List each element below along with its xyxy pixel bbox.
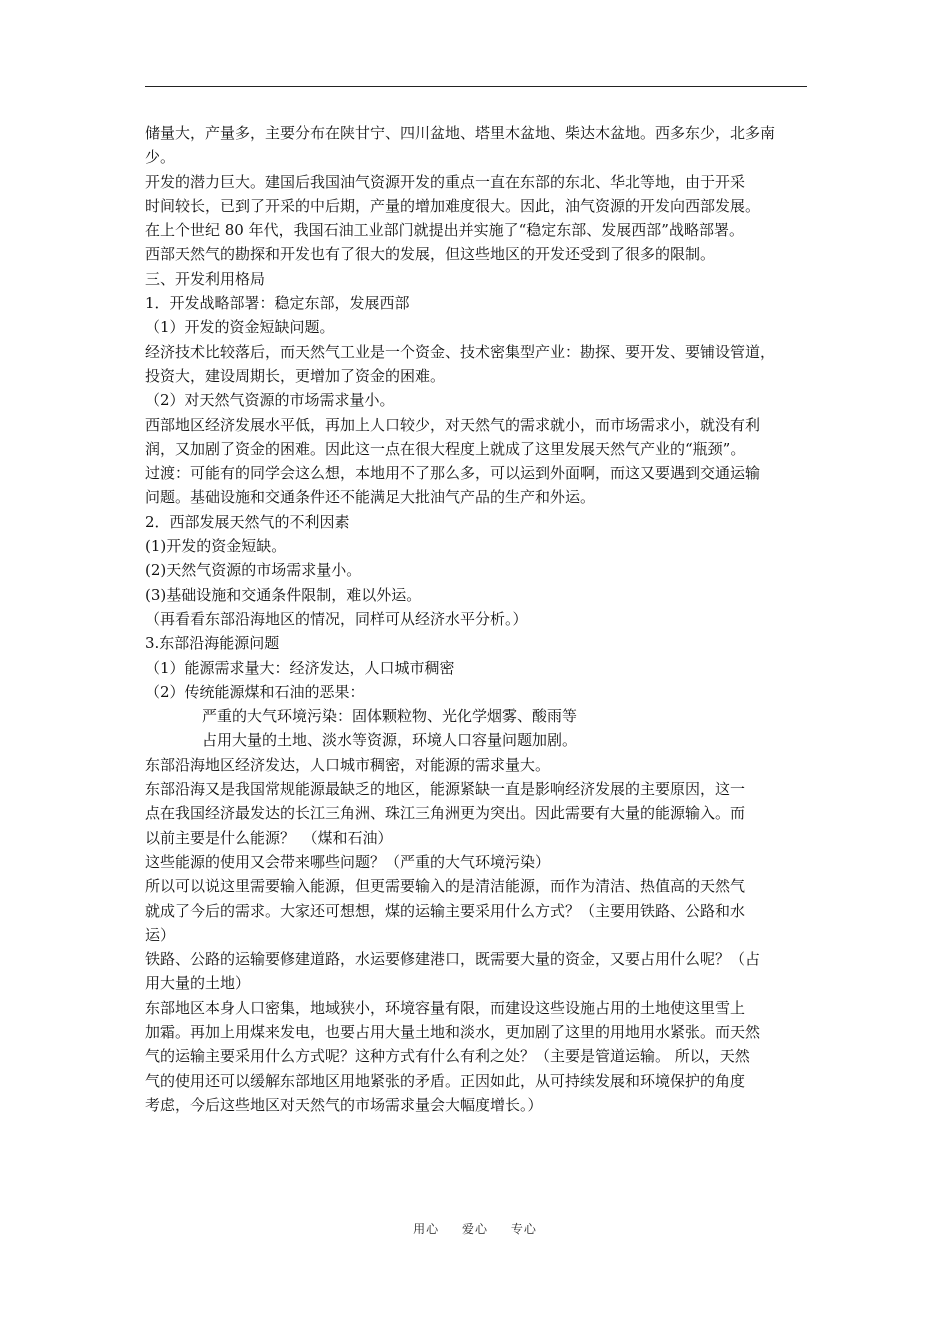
indented-item: 严重的大气环境污染：固体颗粒物、光化学烟雾、酸雨等 (202, 707, 578, 726)
text-line: 西部地区经济发展水平低，再加上人口较少，对天然气的需求就小，而市场需求小，就没有利 (145, 415, 761, 434)
text-line: 储量大，产量多，主要分布在陕甘宁、四川盆地、塔里木盆地、柴达木盆地。西多东少，北多南 (145, 124, 776, 142)
list-item: （1）能源需求量大：经济发达，人口城市稠密 (145, 658, 455, 677)
list-item: （1）开发的资金短缺问题。 (145, 318, 335, 337)
text-line: 少。 (145, 148, 176, 167)
text-line: 东部沿海地区经济发达，人口城市稠密，对能源的需求量大。 (145, 755, 551, 774)
section-heading: 三、开发利用格局 (145, 269, 266, 288)
text-line: 西部天然气的勘探和开发也有了很大的发展，但这些地区的开发还受到了很多的限制。 (145, 245, 716, 264)
subsection-heading: 3.东部沿海能源问题 (145, 634, 280, 653)
footer-word: 爱心 (461, 1222, 488, 1236)
text-line: 加霜。再加上用煤来发电，也要占用大量土地和淡水，更加剧了这里的用地用水紧张。而天然 (145, 1022, 761, 1041)
subsection-heading: 2．西部发展天然气的不利因素 (145, 512, 350, 531)
subsection-heading: 1．开发战略部署：稳定东部，发展西部 (145, 294, 410, 313)
indented-item: 占用大量的土地、淡水等资源，环境人口容量问题加剧。 (202, 731, 578, 750)
text-line: 润，又加剧了资金的困难。因此这一点在很大程度上就成了这里发展天然气产业的“瓶颈”。 (145, 439, 746, 458)
document-body (145, 121, 813, 1117)
text-line: 在上个世纪 80 年代，我国石油工业部门就提出并实施了“稳定东部、发展西部”战略部署。 (145, 221, 744, 240)
list-item: (3)基础设施和交通条件限制，难以外运。 (145, 585, 422, 604)
list-item: （2）传统能源煤和石油的恶果： (145, 682, 365, 701)
text-line: （再看看东部沿海地区的情况，同样可从经济水平分析。） (145, 609, 528, 628)
text-line: 过渡：可能有的同学会这么想，本地用不了那么多，可以运到外面啊，而这又要遇到交通运输 (145, 464, 761, 483)
text-line: 铁路、公路的运输要修建道路，水运要修建港口，既需要大量的资金，又要占用什么呢？（占 (145, 950, 761, 969)
text-line: 这些能源的使用又会带来哪些问题？（严重的大气环境污染） (145, 852, 551, 871)
text-line: 就成了今后的需求。大家还可想想，煤的运输主要采用什么方式？（主要用铁路、公路和水 (145, 901, 746, 920)
text-line: 问题。基础设施和交通条件还不能满足大批油气产品的生产和外运。 (145, 488, 596, 507)
list-item: (2)天然气资源的市场需求量小。 (145, 561, 362, 580)
list-item: （2）对天然气资源的市场需求量小。 (145, 391, 395, 410)
text-line: 气的运输主要采用什么方式呢？这种方式有什么有利之处？（主要是管道运输。 所以，天然 (145, 1047, 750, 1066)
text-line: 考虑，今后这些地区对天然气的市场需求量会大幅度增长。） (145, 1095, 543, 1114)
text-line: 所以可以说这里需要输入能源，但更需要输入的是清洁能源，而作为清洁、热值高的天然气 (145, 877, 746, 896)
text-line: 运） (145, 925, 176, 944)
text-line: 东部沿海又是我国常规能源最缺乏的地区，能源紧缺一直是影响经济发展的主要原因，这一 (145, 780, 746, 799)
footer-word: 用心 (413, 1222, 440, 1236)
text-line: 投资大，建设周期长，更增加了资金的困难。 (145, 366, 446, 385)
list-item: (1)开发的资金短缺。 (145, 537, 287, 556)
page-footer (0, 1220, 950, 1237)
text-line: 东部地区本身人口密集，地域狭小，环境容量有限，而建设这些设施占用的土地使这里雪上 (145, 998, 746, 1017)
text-line: 经济技术比较落后，而天然气工业是一个资金、技术密集型产业：勘探、要开发、要铺设管道， (145, 342, 776, 361)
text-line: 以前主要是什么能源？ （煤和石油） (145, 828, 393, 847)
text-line: 时间较长，已到了开采的中后期，产量的增加难度很大。因此，油气资源的开发向西部发展。 (145, 196, 761, 215)
text-line: 点在我国经济最发达的长江三角洲、珠江三角洲更为突出。因此需要有大量的能源输入。而 (145, 804, 746, 823)
header-rule (145, 86, 807, 87)
text-line: 开发的潜力巨大。建国后我国油气资源开发的重点一直在东部的东北、华北等地，由于开采 (145, 172, 746, 191)
footer-word: 专心 (510, 1222, 537, 1236)
text-line: 气的使用还可以缓解东部地区用地紧张的矛盾。正因如此，从可持续发展和环境保护的角度 (145, 1071, 746, 1090)
text-line: 用大量的土地） (145, 974, 251, 993)
